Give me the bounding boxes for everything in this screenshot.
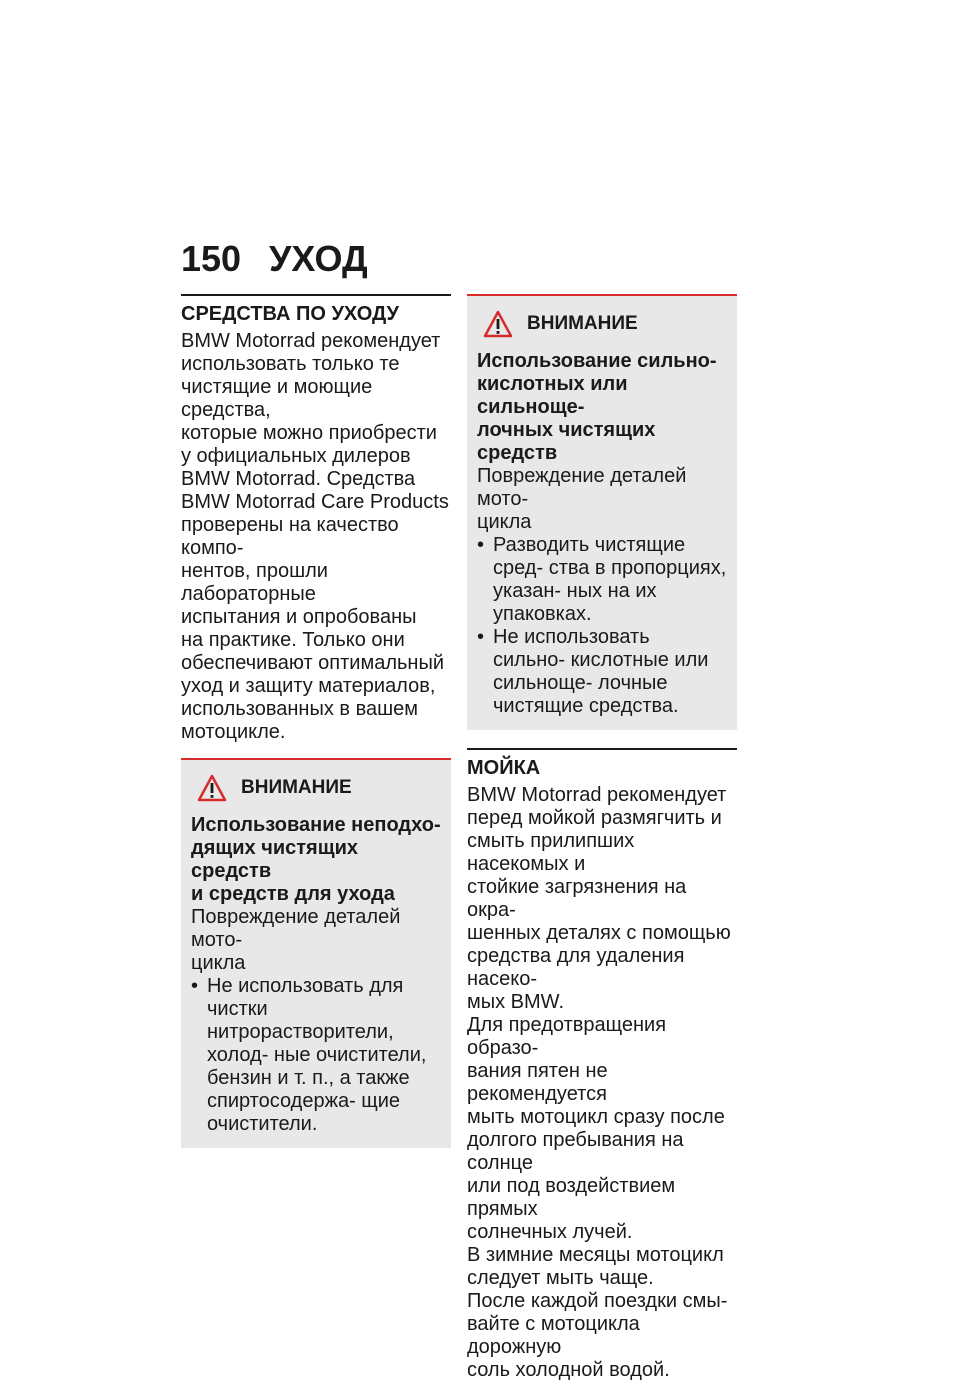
- right-column: [467, 294, 737, 1382]
- page-number: 150: [181, 238, 242, 279]
- list-item: • Разводить чистящие сред- ства в пропорциях, указан- ных на их упаковках.: [477, 534, 727, 626]
- warning-box-unsuitable-cleaners: [181, 758, 451, 1148]
- text-line: Для предотвращения образо-: [467, 1014, 667, 1059]
- text-line: вания пятен не рекомендуется: [467, 1060, 608, 1105]
- warning-title: ВНИМАНИЕ: [241, 777, 352, 798]
- warning-triangle-icon: [197, 774, 227, 802]
- text-line: мых BMW.: [467, 991, 565, 1013]
- text-line: мотоцикле.: [181, 721, 286, 743]
- text-line: солнечных лучей.: [467, 1221, 633, 1243]
- text-line: BMW Motorrad рекомендует: [467, 784, 727, 806]
- text-line: долгого пребывания на солнце: [467, 1129, 684, 1174]
- warning-header: [191, 774, 441, 802]
- warning-subtitle: кислотных или сильноще-: [477, 373, 628, 418]
- text-line: BMW Motorrad Care Products: [181, 491, 449, 513]
- text-line: использованных в вашем: [181, 698, 419, 720]
- text-line: испытания и опробованы: [181, 606, 417, 628]
- text-line: BMW Motorrad. Средства: [181, 468, 416, 490]
- text-line: обеспечивают оптимальный: [181, 652, 444, 674]
- text-line: После каждой поездки смы-: [467, 1290, 728, 1312]
- list-item: • Не использовать сильно- кислотные или сильноще- лочные чистящие средства.: [477, 626, 727, 718]
- warning-subtitle: Использование сильно-: [477, 350, 717, 372]
- care-products-text: [181, 330, 451, 744]
- text-line: вайте с мотоцикла дорожную: [467, 1313, 640, 1358]
- warning-subtitle: Использование неподхо-: [191, 814, 441, 836]
- text-line: стойкие загрязнения на окра-: [467, 876, 687, 921]
- warning-consequence: цикла: [191, 952, 246, 974]
- text-line: на практике. Только они: [181, 629, 405, 651]
- warning-measures: [477, 534, 727, 718]
- text-line: В зимние месяцы мотоцикл: [467, 1244, 724, 1266]
- page-header: [181, 238, 368, 288]
- warning-title: ВНИМАНИЕ: [527, 313, 638, 334]
- text-line: смыть прилипших насекомых и: [467, 830, 635, 875]
- text-line: проверены на качество компо-: [181, 514, 399, 559]
- left-column: [181, 294, 451, 1148]
- text-line: нентов, прошли лабораторные: [181, 560, 328, 605]
- warning-subtitle: лочных чистящих средств: [477, 419, 656, 464]
- text-line: или под воздействием прямых: [467, 1175, 676, 1220]
- text-line: чистящие и моющие средства,: [181, 376, 373, 421]
- warning-consequence: Повреждение деталей мото-: [477, 465, 687, 510]
- text-line: следует мыть чаще.: [467, 1267, 654, 1289]
- text-line: средства для удаления насеко-: [467, 945, 685, 990]
- washing-text: [467, 784, 737, 1382]
- text-line: мыть мотоцикл сразу после: [467, 1106, 725, 1128]
- warning-subtitle: и средств для ухода: [191, 883, 395, 905]
- section-title-washing: МОЙКА: [467, 748, 737, 781]
- section-title-care-products: СРЕДСТВА ПО УХОДУ: [181, 294, 451, 327]
- warning-box-acidic-alkaline-cleaners: [467, 294, 737, 730]
- text-line: соль холодной водой.: [467, 1359, 670, 1381]
- text-line: у официальных дилеров: [181, 445, 411, 467]
- warning-triangle-icon: [483, 310, 513, 338]
- warning-subtitle: дящих чистящих средств: [191, 837, 359, 882]
- text-line: использовать только те: [181, 353, 400, 375]
- warning-header: [477, 310, 727, 338]
- warning-consequence: цикла: [477, 511, 532, 533]
- list-item: • Не использовать для чистки нитрорастворители, холод- ные очистители, бензин и т. п., а также спиртосодержа- щие очистители.: [191, 975, 441, 1136]
- text-line: BMW Motorrad рекомендует: [181, 330, 441, 352]
- warning-measures: [191, 975, 441, 1136]
- text-line: шенных деталях с помощью: [467, 922, 731, 944]
- warning-consequence: Повреждение деталей мото-: [191, 906, 401, 951]
- chapter-title: УХОД: [269, 238, 368, 279]
- text-line: уход и защиту материалов,: [181, 675, 436, 697]
- text-line: перед мойкой размягчить и: [467, 807, 722, 829]
- text-line: которые можно приобрести: [181, 422, 437, 444]
